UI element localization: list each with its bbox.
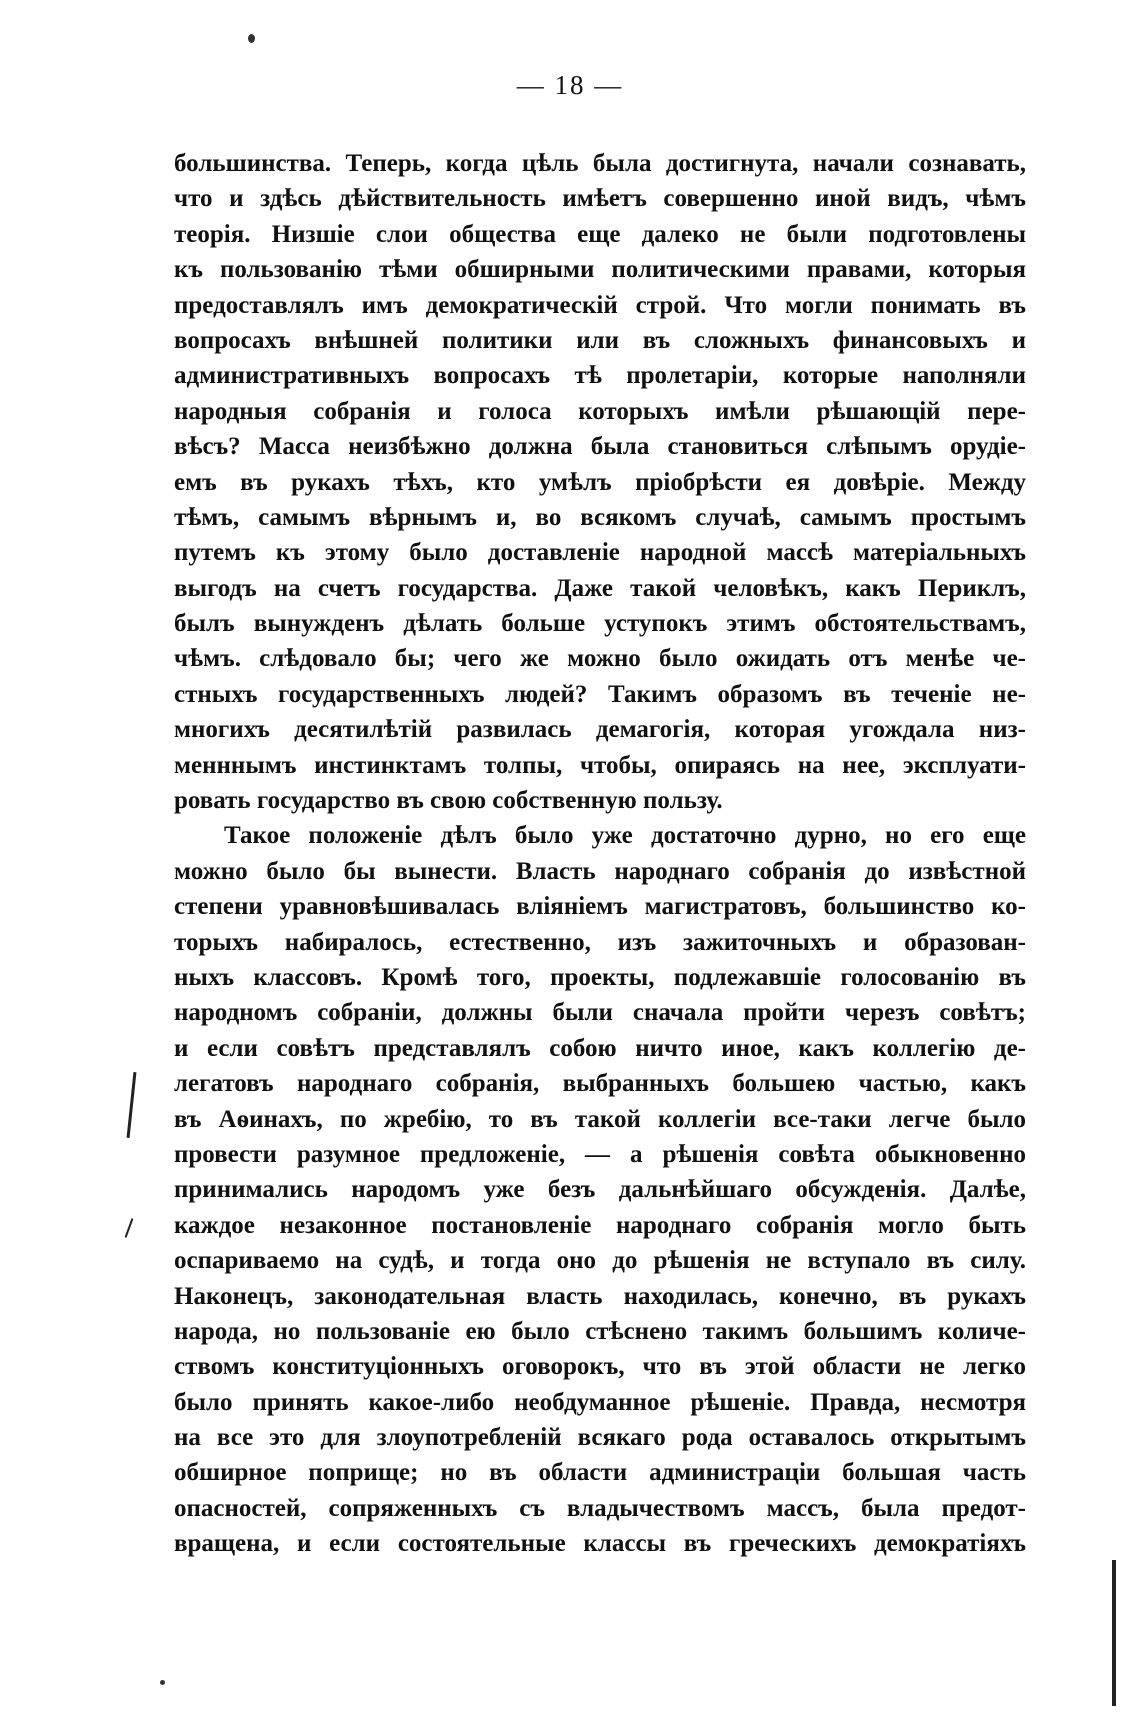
text-line: и если совѣтъ представлялъ собою ничто иное, какъ коллегію де- <box>174 1034 1026 1062</box>
body-text <box>174 146 1026 1562</box>
text-line: народномъ собраніи, должны были сначала пройти черезъ совѣтъ; <box>174 999 1026 1027</box>
text-line: ровать государство въ свою собственную пользу. <box>174 787 723 815</box>
text-line: Наконецъ, законодательная власть находилась, конечно, въ рукахъ <box>174 1282 1026 1310</box>
text-line: теорія. Низшіе слои общества еще далеко не были подготовлены <box>174 220 1026 248</box>
margin-line-mark <box>127 1072 137 1138</box>
text-line: обширное поприще; но въ области администраціи большая часть <box>174 1459 1026 1487</box>
text-line: тѣмъ, самымъ вѣрнымъ и, во всякомъ случаѣ, самымъ простымъ <box>174 503 1026 531</box>
text-line: было принять какое-либо необдуманное рѣшеніе. Правда, несмотря <box>174 1388 1026 1416</box>
text-line: въ Аѳинахъ, по жребію, то въ такой коллегіи все-таки легче было <box>174 1105 1026 1133</box>
text-line: предоставлялъ имъ демократическій строй. Что могли понимать въ <box>174 291 1026 319</box>
text-line: былъ вынужденъ дѣлать больше уступокъ этимъ обстоятельствамъ, <box>174 610 1026 638</box>
text-line: менннымъ инстинктамъ толпы, чтобы, опираясь на нее, эксплуати- <box>174 751 1026 779</box>
text-line: провести разумное предложеніе, — а рѣшенія совѣта обыкновенно <box>174 1140 1026 1168</box>
text-line: легатовъ народнаго собранія, выбранныхъ большею частью, какъ <box>174 1070 1026 1098</box>
page-number: — 18 — <box>516 70 624 100</box>
text-line: выгодъ на счетъ государства. Даже такой человѣкъ, какъ Периклъ, <box>174 574 1026 602</box>
text-line: оспариваемо на судѣ, и тогда оно до рѣшенія не вступало въ силу. <box>174 1247 1026 1275</box>
text-line: каждое незаконное постановленіе народнаго собранія могло быть <box>174 1211 1026 1239</box>
speck-bottom <box>160 1680 165 1685</box>
text-line: принимались народомъ уже безъ дальнѣйшаго обсужденія. Далѣе, <box>174 1176 1026 1204</box>
text-line: что и здѣсь дѣйствительность имѣетъ совершенно иной видъ, чѣмъ <box>174 185 1026 213</box>
text-line: административныхъ вопросахъ тѣ пролетаріи, которые наполняли <box>174 362 1026 390</box>
text-line: торыхъ набиралось, естественно, изъ зажиточныхъ и образован- <box>174 928 1026 956</box>
text-line: вѣсъ? Масса неизбѣжно должна была становиться слѣпымъ орудіе- <box>174 433 1026 461</box>
speck-top <box>248 34 255 43</box>
text-line: на все это для злоупотребленій всякаго рода оставалось открытымъ <box>174 1424 1026 1452</box>
text-line: Такое положеніе дѣлъ было уже достаточно дурно, но его еще <box>224 822 1026 850</box>
text-line: народныя собранія и голоса которыхъ имѣли рѣшающій пере- <box>174 397 1026 425</box>
text-line: степени уравновѣшивалась вліяніемъ магистратовъ, большинство ко- <box>174 893 1026 921</box>
text-line: можно было бы вынести. Власть народнаго собранія до извѣстной <box>174 857 1026 885</box>
text-line: опасностей, сопряженныхъ съ владычествомъ массъ, была предот- <box>174 1494 1026 1522</box>
text-line: емъ въ рукахъ тѣхъ, кто умѣлъ пріобрѣсти ея довѣріе. Между <box>174 468 1026 496</box>
text-line: вопросахъ внѣшней политики или въ сложныхъ финансовыхъ и <box>174 326 1026 354</box>
text-line: народа, но пользованіе ею было стѣснено такимъ большимъ количе- <box>174 1317 1026 1345</box>
text-line: къ пользованію тѣми обширными политическими правами, которыя <box>174 256 1026 284</box>
text-line: стныхъ государственныхъ людей? Такимъ образомъ въ теченіе не- <box>174 680 1026 708</box>
right-edge-bar <box>1112 1560 1116 1706</box>
text-line: путемъ къ этому было доставленіе народной массѣ матеріальныхъ <box>174 539 1026 567</box>
text-line: ныхъ классовъ. Кромѣ того, проекты, подлежавшіе голосованію въ <box>174 963 1026 991</box>
margin-tick-mark <box>125 1218 134 1237</box>
text-line: многихъ десятилѣтій развилась демагогія, которая угождала низ- <box>174 716 1026 744</box>
text-line: чѣмъ. слѣдовало бы; чего же можно было ожидать отъ менѣе че- <box>174 645 1026 673</box>
text-line: большинства. Теперь, когда цѣль была достигнута, начали сознавать, <box>174 150 1026 177</box>
text-line: вращена, и если состоятельные классы въ греческихъ демократіяхъ <box>174 1530 1026 1558</box>
text-line: ствомъ конституціонныхъ оговорокъ, что въ этой области не легко <box>174 1353 1026 1381</box>
